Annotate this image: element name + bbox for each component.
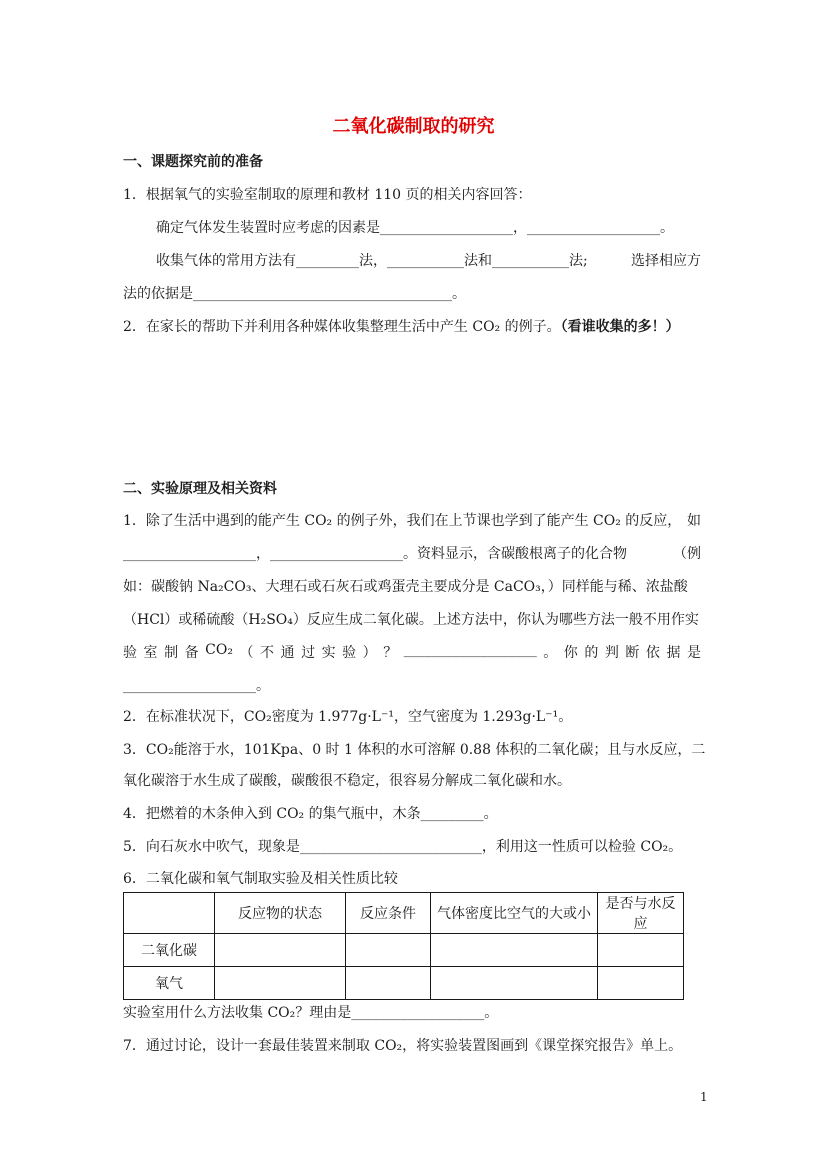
question-1b-right: 选择相应方 [631,253,701,269]
para-1-line-1 [123,510,701,530]
para-1-line-5-token: 是 [686,645,701,661]
question-2 [123,316,680,336]
page-number: 1 [700,1090,708,1104]
para-4: 4．把燃着的木条伸入到 CO₂ 的集气瓶中，木条_________。 [123,806,498,822]
question-1a: 确定气体发生装置时应考虑的因素是___________________，___________________。 [156,220,674,236]
table-header-cell: 是否与水反应 [598,893,684,934]
section2-heading: 二、实验原理及相关资料 [123,481,277,497]
para-1-line-5-token: 备 [184,645,199,661]
para-1-line-5-token: 验 [123,645,137,661]
para-6: 6．二氧化碳和氧气制取实验及相关性质比较 [123,871,398,887]
table-row [124,967,684,1000]
para-1-line-6: ___________________。 [123,678,270,694]
table-cell[interactable] [346,934,431,967]
para-7: 7．通过讨论，设计一套最佳装置来制取 CO₂，将实验装置图画到《课堂探究报告》单上。 [123,1038,683,1054]
para-1-line-5 [123,642,701,662]
table-cell[interactable] [215,967,346,1000]
para-3-line-1: 3．CO₂能溶于水，101Kpa、0 时 1 体积的水可溶解 0.88 体积的二氧化碳；且与水反应，二 [123,742,706,758]
question-1b [156,250,701,270]
para-1-line-4: （HCl）或稀硫酸（H₂SO₄）反应生成二氧化碳。上述方法中，你认为哪些方法一般不用作实 [123,612,699,628]
table-cell[interactable] [431,967,598,1000]
para-1-line-5-token: 的 [584,645,599,661]
table-row-label: 氧气 [124,967,215,1000]
para-1-line-2-left: ___________________，___________________。资料显示，含碳酸根离子的化合物 [123,546,627,562]
question-2-text: 2．在家长的帮助下并利用各种媒体收集整理生活中产生 CO₂ 的例子。 [123,319,561,335]
para-1-line-5-token: （ [239,645,254,661]
para-3-line-2: 氧化碳溶于水生成了碳酸，碳酸很不稳定，很容易分解成二氧化碳和水。 [123,773,571,789]
para-1-line-2-right: （例 [673,546,701,562]
para-1-line-2 [123,543,701,563]
para-1-line-5-token: 制 [164,645,179,661]
para-1-line-5-token: ） [362,645,377,661]
table-row-label: 二氧化碳 [124,934,215,967]
document-title: 二氧化碳制取的研究 [332,116,495,137]
para-1-line-5-token: CO₂ [205,642,233,658]
para-1-line-5-token: 断 [625,645,640,661]
table-cell[interactable] [598,934,684,967]
table-header-cell: 反应条件 [346,893,431,934]
para-1-line-3: 如：碳酸钠 Na₂CO₃、大理石或石灰石或鸡蛋壳主要成分是 CaCO₃，）同样能与稀、浓盐酸 [123,579,688,595]
para-1-line-5-token: 判 [604,645,619,661]
para-1-line-5-token: 依 [645,645,660,661]
para-1-line-1-left: 1．除了生活中遇到的能产生 CO₂ 的例子外，我们在上节课也学到了能产生 CO₂ 的反应， [123,513,682,529]
para-1-line-5-token: ？ [383,645,398,661]
question-1b-left: 收集气体的常用方法有_________法，___________法和___________法; [156,253,588,269]
para-1-line-5-token: 室 [143,645,158,661]
table-cell[interactable] [598,967,684,1000]
table-header-cell: 反应物的状态 [215,893,346,934]
para-1-line-5-token: 实 [321,645,336,661]
question-1c: 法的依据是_____________________________________。 [123,286,466,302]
para-2: 2．在标准状况下，CO₂密度为 1.977g·L⁻¹，空气密度为 1.293g·L⁻¹。 [123,709,573,725]
table-header-cell [124,893,215,934]
para-1-line-5-token: 据 [666,645,681,661]
para-1-line-1-right: 如 [687,513,701,529]
comparison-table [123,892,684,1000]
para-1-line-5-token: ___________________ [403,642,537,658]
table-row [124,934,684,967]
table-cell[interactable] [346,967,431,1000]
table-cell[interactable] [431,934,598,967]
para-1-line-5-token: 。 [543,645,558,661]
para-1-line-5-token: 不 [260,645,274,661]
question-2-emphasis: （看谁收集的多！） [560,319,680,335]
table-cell[interactable] [215,934,346,967]
after-table-question: 实验室用什么方法收集 CO₂？理由是___________________。 [123,1005,499,1021]
para-1-line-5-token: 过 [301,645,316,661]
section1-heading: 一、课题探究前的准备 [123,154,263,170]
para-5: 5．向石灰水中吹气，现象是__________________________，利用这一性质可以检验 CO₂。 [123,839,683,855]
question-1: 1．根据氧气的实验室制取的原理和教材 110 页的相关内容回答： [123,187,532,203]
para-1-line-5-token: 你 [563,645,578,661]
para-1-line-5-token: 验 [342,645,357,661]
table-header-cell: 气体密度比空气的大或小 [431,893,598,934]
para-1-line-5-token: 通 [280,645,295,661]
table-header-row [124,893,684,934]
